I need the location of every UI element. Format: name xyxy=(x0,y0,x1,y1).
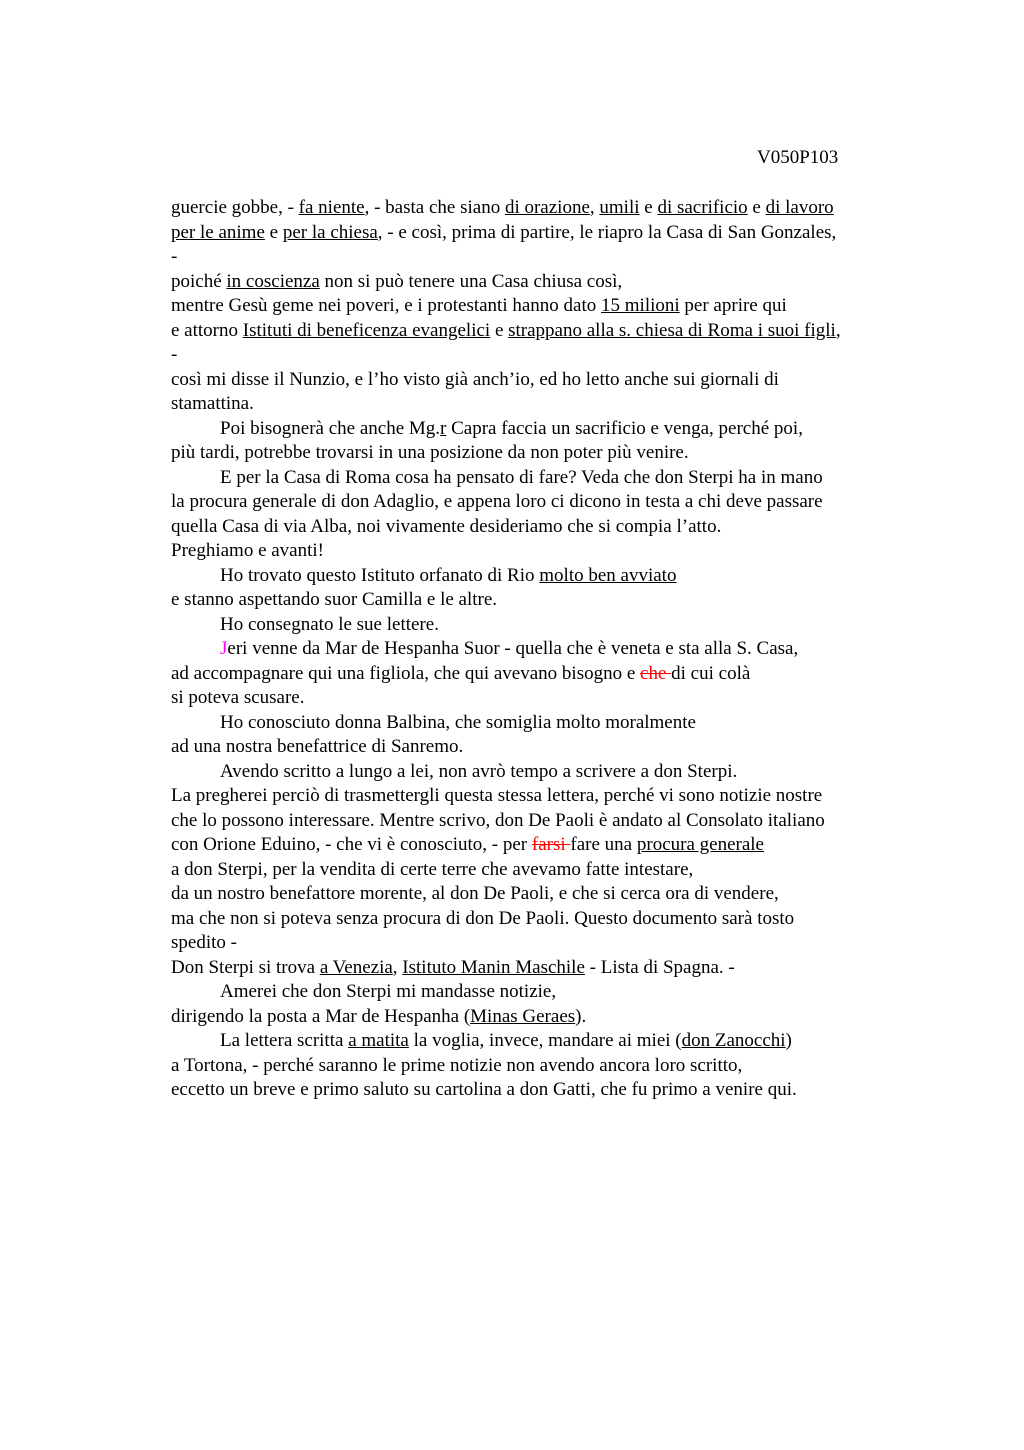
text-line xyxy=(171,882,911,907)
underlined-text: fa niente xyxy=(298,197,365,218)
text-line xyxy=(171,270,911,295)
text-segment: mentre Gesù geme nei poveri, e i protestanti hanno dato xyxy=(171,295,602,316)
text-line xyxy=(171,833,911,858)
text-segment: Ho trovato questo Istituto orfanato di Rio xyxy=(220,564,540,586)
text-line xyxy=(171,760,911,785)
text-segment: a Tortona, - perché saranno le prime notizie non avendo ancora loro scritto, xyxy=(171,1054,743,1076)
underlined-text: strappano alla s. chiesa di Roma i suoi figli xyxy=(508,319,836,341)
text-segment: Avendo scritto a lungo a lei, non avrò tempo a scrivere a don Sterpi. xyxy=(220,760,738,782)
text-segment: da un nostro benefattore morente, al don De Paoli, e che si cerca ora di vendere, xyxy=(171,883,779,904)
text-line xyxy=(171,907,911,932)
text-line xyxy=(171,1005,911,1030)
text-line xyxy=(171,343,911,368)
text-segment: non si può tenere una Casa chiusa così, xyxy=(319,270,623,292)
text-segment: , xyxy=(589,197,600,218)
text-segment: La lettera scritta xyxy=(220,1030,349,1051)
text-line xyxy=(171,735,911,760)
underlined-text: Istituti di beneficenza evangelici xyxy=(242,319,491,341)
text-line xyxy=(171,711,911,736)
underlined-text: di orazione xyxy=(504,197,590,218)
text-line xyxy=(171,809,911,834)
text-line xyxy=(171,466,911,491)
struck-out-text: farsi xyxy=(531,834,571,855)
underlined-text: Minas Geraes xyxy=(470,1005,576,1027)
text-segment: quella Casa di via Alba, noi vivamente desideriamo che si compia l’atto. xyxy=(171,515,722,537)
text-segment: si poteva scusare. xyxy=(171,687,305,708)
text-segment: ma che non si poteva senza procura di don De Paoli. Questo documento sarà tosto xyxy=(171,907,795,929)
text-segment: e xyxy=(747,197,766,218)
text-line xyxy=(171,245,911,270)
text-line xyxy=(171,1054,911,1079)
underlined-text: don Zanocchi xyxy=(681,1030,786,1051)
text-segment: eccetto un breve e primo saluto su cartolina a don Gatti, che fu primo a venire qui. xyxy=(171,1079,797,1100)
text-line xyxy=(171,613,911,638)
text-segment: fare una xyxy=(570,834,637,855)
text-line xyxy=(171,931,911,956)
highlighted-letter: J xyxy=(220,638,228,659)
text-segment: ad una nostra benefattrice di Sanremo. xyxy=(171,736,464,757)
underlined-text: r xyxy=(440,417,447,439)
text-segment: Don Sterpi si trova xyxy=(171,956,320,978)
underlined-text: 15 milioni xyxy=(601,295,680,316)
text-segment: la procura generale di don Adaglio, e appena loro ci dicono in testa a chi deve passare xyxy=(171,491,823,512)
text-line xyxy=(171,417,911,442)
underlined-text: procura generale xyxy=(636,834,764,855)
text-segment: Amerei che don Sterpi mi mandasse notizie, xyxy=(220,981,557,1002)
text-segment: ) xyxy=(785,1030,792,1051)
text-line xyxy=(171,319,911,344)
text-segment: guercie gobbe, - xyxy=(171,197,299,218)
underlined-text: a Venezia xyxy=(319,956,393,978)
text-segment: , xyxy=(392,956,403,978)
text-segment: Preghiamo e avanti! xyxy=(171,540,325,561)
text-segment: ad accompagnare qui una figliola, che qui avevano bisogno e xyxy=(171,662,641,684)
text-line xyxy=(171,956,911,981)
text-line xyxy=(171,686,911,711)
text-segment: più tardi, potrebbe trovarsi in una posizione da non poter più venire. xyxy=(171,442,689,463)
text-segment: e xyxy=(639,197,658,218)
text-segment: a don Sterpi, per la vendita di certe terre che avevamo fatte intestare, xyxy=(171,858,694,880)
text-segment: stamattina. xyxy=(171,393,254,414)
text-line xyxy=(171,637,911,662)
text-segment: - xyxy=(171,344,178,365)
text-line xyxy=(171,1078,911,1103)
text-line xyxy=(171,441,911,466)
text-segment: e attorno xyxy=(171,319,243,341)
text-segment: , - basta che siano xyxy=(364,197,505,218)
text-segment: la voglia, invece, mandare ai miei ( xyxy=(408,1030,682,1051)
text-segment: con Orione Eduino, - che vi è conosciuto, - per xyxy=(171,834,532,855)
text-line xyxy=(171,368,911,393)
text-line xyxy=(171,1029,911,1054)
text-line xyxy=(171,392,911,417)
text-line xyxy=(171,515,911,540)
text-line xyxy=(171,490,911,515)
text-line xyxy=(171,539,911,564)
underlined-text: di lavoro xyxy=(765,197,834,218)
text-segment: spedito - xyxy=(171,932,237,953)
text-line xyxy=(171,858,911,883)
text-segment: per aprire qui xyxy=(679,295,787,316)
text-segment: poiché xyxy=(171,270,227,292)
text-line xyxy=(171,564,911,589)
text-line xyxy=(171,196,911,221)
text-segment: e stanno aspettando suor Camilla e le altre. xyxy=(171,589,498,610)
text-line xyxy=(171,784,911,809)
text-segment: di cui colà xyxy=(671,662,751,684)
text-line xyxy=(171,294,911,319)
text-segment: che lo possono interessare. Mentre scrivo, don De Paoli è andato al Consolato italiano xyxy=(171,809,825,831)
text-segment: - Lista di Spagna. - xyxy=(584,956,735,978)
underlined-text: molto ben avviato xyxy=(539,564,677,586)
underlined-text: in coscienza xyxy=(226,270,320,292)
underlined-text: per la chiesa xyxy=(282,221,378,243)
text-line xyxy=(171,221,911,246)
text-line xyxy=(171,980,911,1005)
letter-body xyxy=(171,196,911,1103)
underlined-text: di sacrificio xyxy=(657,197,748,218)
page-identifier: V050P103 xyxy=(757,147,839,168)
text-segment: Ho conosciuto donna Balbina, che somiglia molto moralmente xyxy=(220,711,696,733)
text-segment: E per la Casa di Roma cosa ha pensato di fare? Veda che don Sterpi ha in mano xyxy=(220,466,823,488)
text-segment: eri venne da Mar de Hespanha Suor - quella che è veneta e sta alla S. Casa, xyxy=(227,638,799,659)
text-segment: - xyxy=(171,246,178,267)
text-segment: così mi disse il Nunzio, e l’ho visto già anch’io, ed ho letto anche sui giornali di xyxy=(171,368,779,390)
text-segment: ). xyxy=(575,1005,587,1027)
text-segment: e xyxy=(490,319,509,341)
struck-out-text: che xyxy=(640,662,672,684)
text-segment: Capra faccia un sacrificio e venga, perché poi, xyxy=(446,417,803,439)
text-segment: dirigendo la posta a Mar de Hespanha ( xyxy=(171,1005,471,1027)
underlined-text: Istituto Manin Maschile xyxy=(402,956,585,978)
text-segment: , - e così, prima di partire, le riapro la Casa di San Gonzales, xyxy=(377,221,837,243)
text-segment: , xyxy=(835,319,841,341)
underlined-text: per le anime xyxy=(171,221,265,243)
text-segment: Ho consegnato le sue lettere. xyxy=(220,613,439,635)
text-segment: e xyxy=(264,221,283,243)
text-line xyxy=(171,588,911,613)
text-segment: La pregherei perciò di trasmettergli questa stessa lettera, perché vi sono notizie nostre xyxy=(171,785,823,806)
text-line xyxy=(171,662,911,687)
underlined-text: umili xyxy=(599,197,640,218)
text-segment: Poi bisognerà che anche Mg. xyxy=(220,417,441,439)
underlined-text: a matita xyxy=(348,1030,409,1051)
